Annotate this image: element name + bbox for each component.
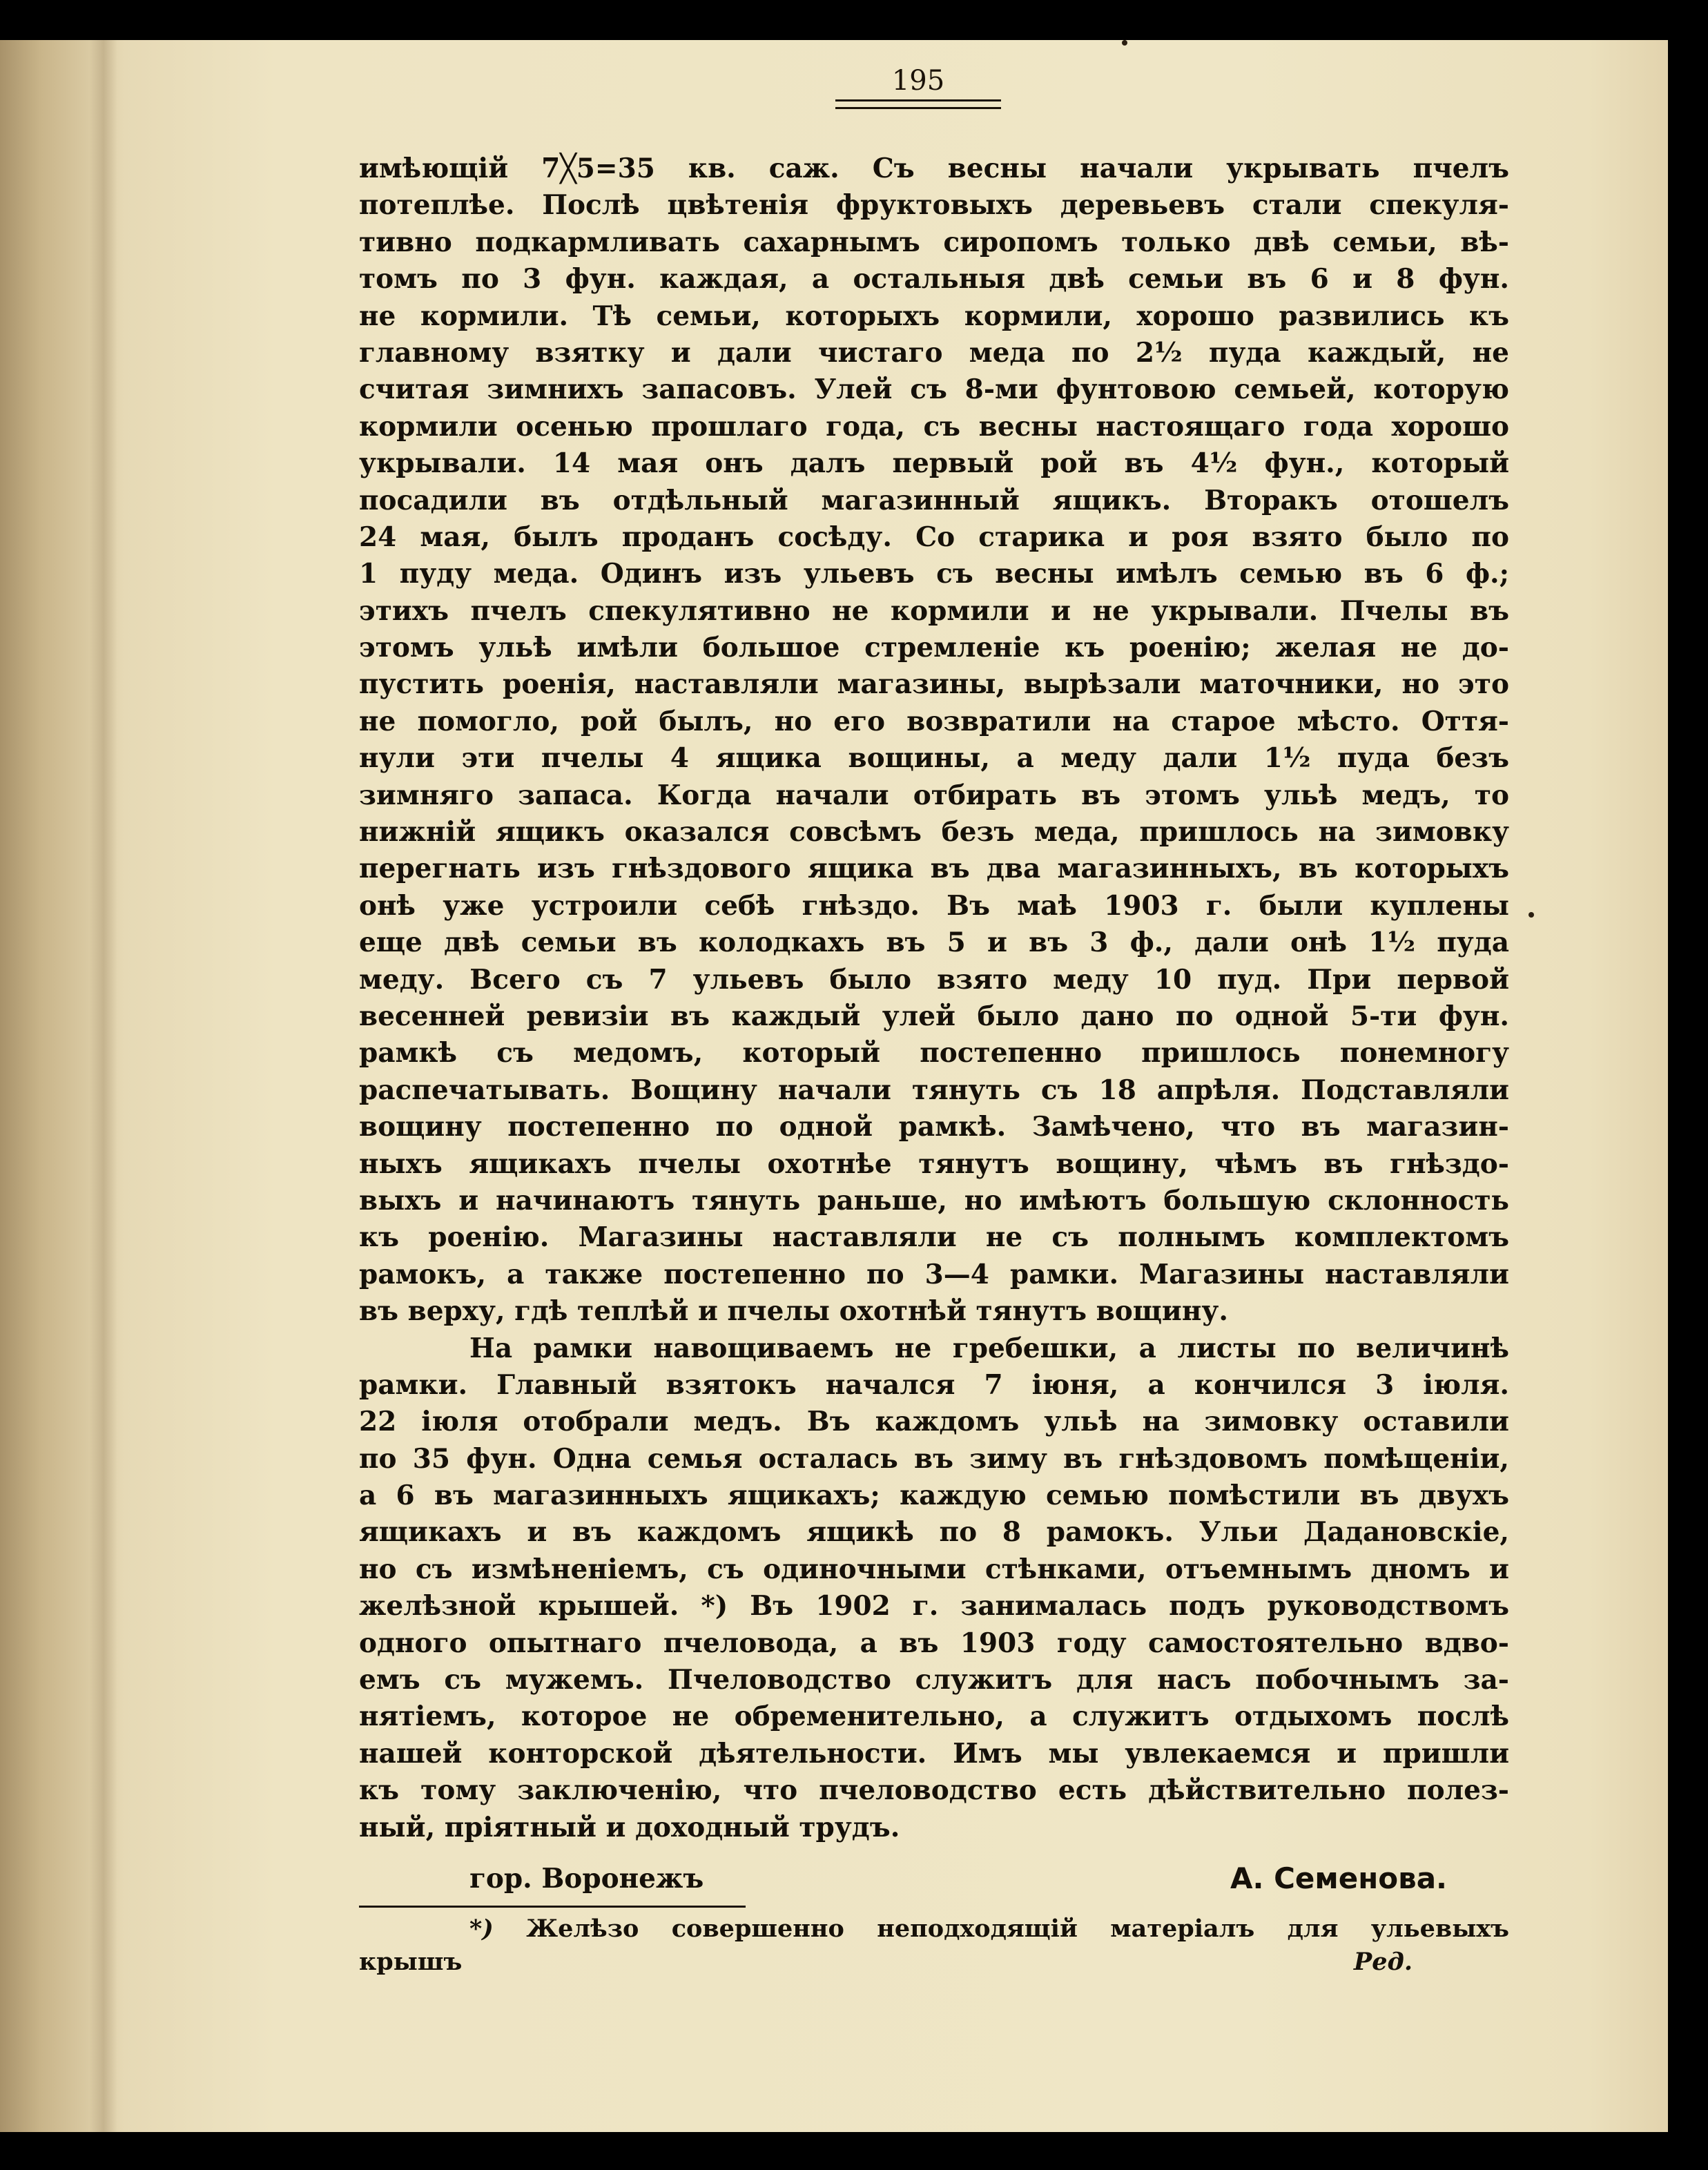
signature-author: А. Семенова. — [1230, 1861, 1447, 1895]
page-number-rule — [835, 99, 1001, 109]
text-line: этомъ ульѣ имѣли большое стремленіе къ роенію; желая не до- — [359, 632, 1509, 664]
text-line: считая зимнихъ запасовъ. Улей съ 8-ми фунтовою семьей, которую — [359, 374, 1509, 406]
text-line: но съ измѣненіемъ, съ одиночными стѣнками, отъемнымъ дномъ и — [359, 1553, 1509, 1585]
text-line: посадили въ отдѣльный магазинный ящикъ. Вторакъ отошелъ — [359, 484, 1509, 516]
text-line: распечатывать. Вощину начали тянуть съ 18 апрѣля. Подставляли — [359, 1074, 1509, 1106]
text-line: весенней ревизіи въ каждый улей было дано по одной 5-ти фун. — [359, 1000, 1509, 1032]
text-line: меду. Всего съ 7 ульевъ было взято меду 10 пуд. При первой — [359, 963, 1509, 996]
text-line: кормили осенью прошлаго года, съ весны настоящаго года хорошо — [359, 410, 1509, 443]
text-line: не кормили. Тѣ семьи, которыхъ кормили, хорошо развились къ — [359, 300, 1509, 332]
text-line: имѣющій 7╳5=35 кв. саж. Съ весны начали укрывать пчелъ — [359, 153, 1509, 184]
text-line: въ верху, гдѣ теплѣй и пчелы охотнѣй тянутъ вощину. — [359, 1295, 1228, 1328]
text-line: нашей конторской дѣятельности. Имъ мы увлекаемся и пришли — [359, 1737, 1509, 1770]
signature-row — [359, 1863, 1509, 1901]
paper-speck — [1529, 912, 1534, 918]
text-line: нятіемъ, которое не обременительно, а служитъ отдыхомъ послѣ — [359, 1701, 1509, 1733]
text-line: главному взятку и дали чистаго меда по 2½ пуда каждый, не — [359, 336, 1509, 369]
paragraph — [359, 1330, 1509, 1846]
paper-speck — [1122, 40, 1127, 46]
footnote-editor-mark: Ред. — [1353, 1948, 1413, 1976]
body-text — [359, 151, 1509, 1846]
text-line: по 35 фун. Одна семья осталась въ зиму въ гнѣздовомъ помѣщеніи, — [359, 1442, 1509, 1475]
footnote-text: Желѣзо совершенно неподходящій матеріалъ для ульевыхъ — [526, 1915, 1510, 1943]
text-line: пустить роенія, наставляли магазины, вырѣзали маточники, но это — [359, 668, 1509, 701]
text-line: этихъ пчелъ спекулятивно не кормили и не укрывали. Пчелы въ — [359, 594, 1509, 627]
text-line: къ тому заключенію, что пчеловодство есть дѣйствительно полез- — [359, 1774, 1509, 1807]
footnote — [359, 1912, 1509, 1979]
text-line: рамкѣ съ медомъ, который постепенно пришлось понемногу — [359, 1037, 1509, 1069]
text-line: ныхъ ящикахъ пчелы охотнѣе тянутъ вощину, чѣмъ въ гнѣздо- — [359, 1147, 1509, 1180]
text-line: 22 іюля отобрали медъ. Въ каждомъ ульѣ на зимовку оставили — [359, 1406, 1509, 1438]
text-line: укрывали. 14 мая онъ далъ первый рой въ 4½ фун., который — [359, 447, 1509, 480]
book-page — [0, 40, 1668, 2132]
text-line: къ роенію. Магазины наставляли не съ полнымъ комплектомъ — [359, 1221, 1509, 1254]
text-line: рамки. Главный взятокъ начался 7 іюня, а кончился 3 іюля. — [359, 1368, 1509, 1401]
signature-city: гор. Воронежъ — [469, 1863, 704, 1895]
text-line: онѣ уже устроили себѣ гнѣздо. Въ маѣ 1903 г. были куплены — [359, 889, 1509, 922]
text-line: нули эти пчелы 4 ящика вощины, а меду дали 1½ пуда безъ — [359, 742, 1509, 775]
text-line: желѣзной крышей. *) Въ 1902 г. занималась подъ руководствомъ — [359, 1590, 1509, 1622]
footnote-text-continued: крышъ — [359, 1948, 463, 1976]
text-line: тивно подкармливать сахарнымъ сиропомъ только двѣ семьи, вѣ- — [359, 226, 1509, 258]
text-line: 1 пуду меда. Одинъ изъ ульевъ съ весны имѣлъ семью въ 6 ф.; — [359, 558, 1509, 590]
paragraph — [359, 151, 1509, 1330]
text-line: томъ по 3 фун. каждая, а остальныя двѣ семьи въ 6 и 8 фун. — [359, 263, 1509, 296]
text-line: ный, пріятный и доходный трудъ. — [359, 1811, 900, 1843]
text-line: зимняго запаса. Когда начали отбирать въ этомъ ульѣ медъ, то — [359, 779, 1509, 811]
footnote-rule — [359, 1906, 746, 1908]
text-line: 24 мая, былъ проданъ сосѣду. Со старика и роя взято было по — [359, 521, 1509, 553]
text-line: выхъ и начинаютъ тянуть раньше, но имѣютъ большую склонность — [359, 1184, 1509, 1217]
text-line: На рамки навощиваемъ не гребешки, а листы по величинѣ — [469, 1332, 1509, 1364]
text-line: перегнать изъ гнѣздового ящика въ два магазинныхъ, въ которыхъ — [359, 853, 1509, 885]
text-line: нижній ящикъ оказался совсѣмъ безъ меда, пришлось на зимовку — [359, 816, 1509, 849]
text-line: одного опытнаго пчеловода, а въ 1903 году самостоятельно вдво- — [359, 1627, 1509, 1659]
page-number: 195 — [891, 65, 945, 97]
footnote-line — [359, 1946, 1509, 1979]
text-line: а 6 въ магазинныхъ ящикахъ; каждую семью помѣстили въ двухъ — [359, 1480, 1509, 1512]
text-line: рамокъ, а также постепенно по 3—4 рамки. Магазины наставляли — [359, 1258, 1509, 1290]
text-line: не помогло, рой былъ, но его возвратили на старое мѣсто. Оття- — [359, 705, 1509, 737]
text-line: емъ съ мужемъ. Пчеловодство служитъ для насъ побочнымъ за- — [359, 1664, 1509, 1696]
footnote-line — [359, 1912, 1509, 1946]
text-line: потеплѣе. Послѣ цвѣтенія фруктовыхъ деревьевъ стали спекуля- — [359, 189, 1509, 222]
text-line: вощину постепенно по одной рамкѣ. Замѣчено, что въ магазин- — [359, 1111, 1509, 1143]
footnote-marker: *) — [469, 1915, 494, 1943]
text-line: ящикахъ и въ каждомъ ящикѣ по 8 рамокъ. Ульи Дадановскіе, — [359, 1516, 1509, 1549]
text-line: еще двѣ семьи въ колодкахъ въ 5 и въ 3 ф., дали онѣ 1½ пуда — [359, 927, 1509, 959]
page-spine-shadow — [90, 40, 117, 2132]
